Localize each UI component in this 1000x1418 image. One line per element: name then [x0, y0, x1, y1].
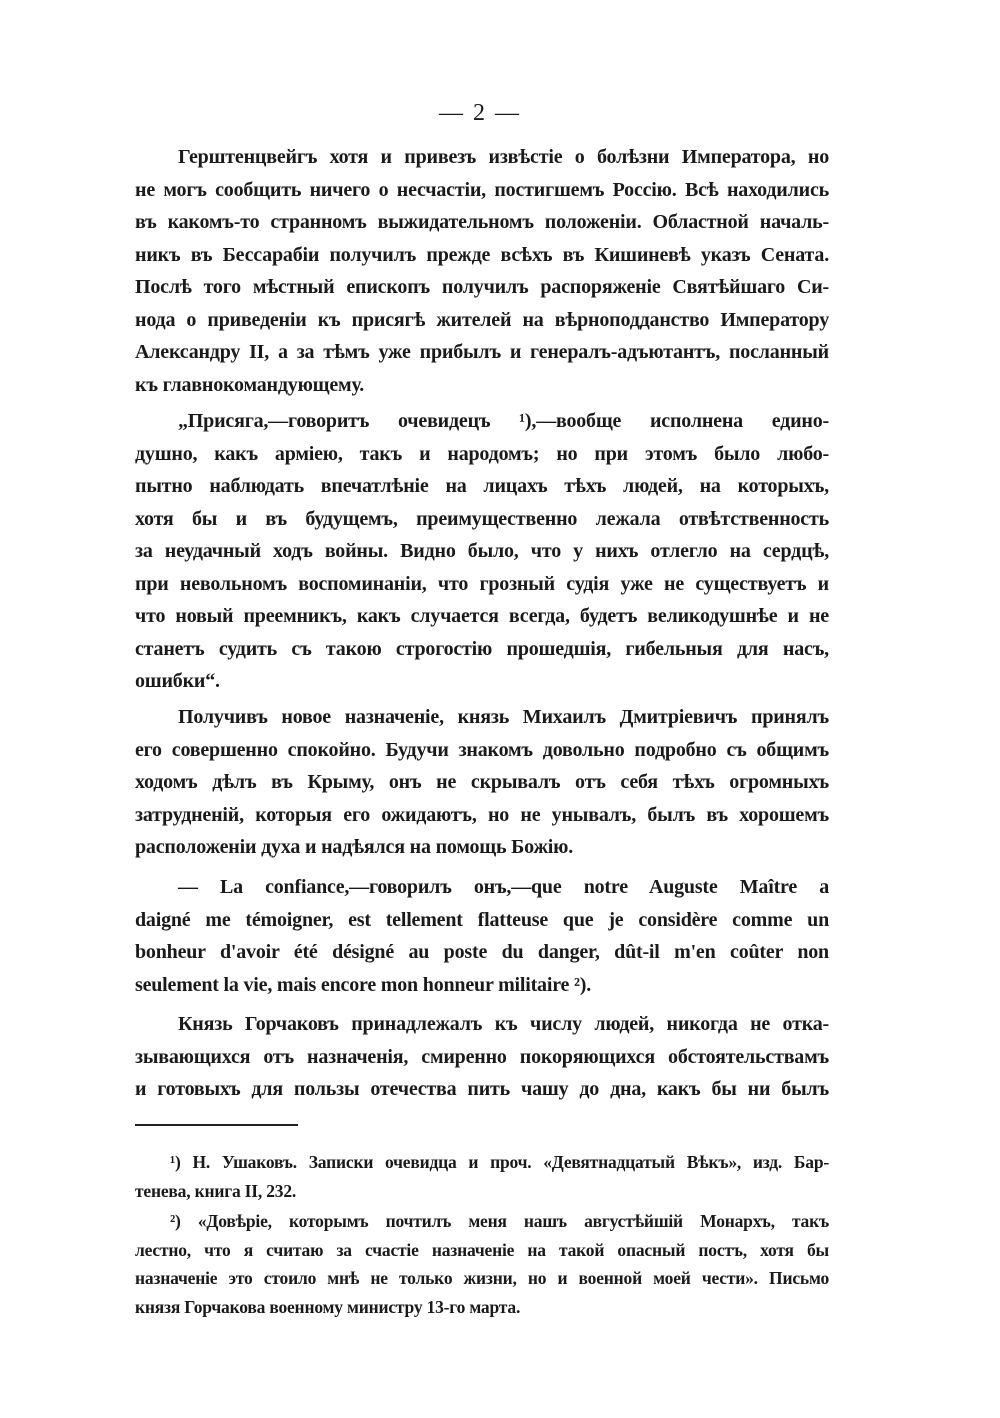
- text-line: Герштенцвейгъ хотя и привезъ извѣстіе о болѣзни Императора, но: [178, 146, 829, 168]
- text-line: bonheur d'avoir été désigné au poste du danger, dût-il m'en coûter non: [135, 941, 829, 963]
- text-line: зывающихся отъ назначенія, смиренно покоряющихся обстоятельствамъ: [135, 1045, 829, 1068]
- text-line: ходомъ дѣлъ въ Крыму, онъ не скрывалъ отъ себя тѣхъ огромныхъ: [135, 771, 829, 793]
- text-line: душно, какъ арміею, такъ и народомъ; но при этомъ было любо-: [135, 442, 829, 465]
- text-line: Послѣ того мѣстный епископъ получилъ распоряженіе Святѣйшаго Си-: [135, 276, 829, 298]
- text-line: нода о приведеніи къ присягѣ жителей на вѣрноподданство Императору: [135, 308, 829, 331]
- text-line: seulement la vie, mais encore mon honneur militaire ²).: [135, 973, 592, 996]
- footnote-line: тенева, книга II, 232.: [135, 1180, 297, 1201]
- footnote-line: ²) «Довѣріе, которымъ почтилъ меня нашъ августѣйшій Монархъ, такъ: [170, 1211, 829, 1231]
- text-line: Александру II, а за тѣмъ уже прибылъ и генералъ-адъютантъ, посланный: [135, 341, 829, 363]
- text-line: „Присяга,—говоритъ очевидецъ ¹),—вообще исполнена едино-: [178, 410, 829, 432]
- text-line: его совершенно спокойно. Будучи знакомъ довольно подробно съ общимъ: [135, 738, 829, 761]
- text-line: daigné me témoigner, est tellement flatteuse que je considère comme un: [135, 908, 829, 931]
- text-line: станетъ судить съ такою строгостію прошедшія, гибельныя для насъ,: [135, 637, 829, 660]
- footnote-line: ¹) Н. Ушаковъ. Записки очевидца и проч. «Девятнадцатый Вѣкъ», изд. Бар-: [170, 1152, 829, 1172]
- text-line: при невольномъ воспоминаніи, что грозный судія уже не существуетъ и: [135, 572, 829, 595]
- text-line: Князь Горчаковъ принадлежалъ къ числу людей, никогда не отка-: [178, 1013, 829, 1035]
- footnote-line: лестно, что я считаю за счастіе назначеніе на такой опасный постъ, хотя бы: [135, 1239, 829, 1260]
- text-line: — La confiance,—говорилъ онъ,—que notre Auguste Maître a: [178, 876, 829, 898]
- text-line: хотя бы и въ будущемъ, преимущественно лежала отвѣтственность: [135, 507, 829, 530]
- text-line: никъ въ Бессарабіи получилъ прежде всѣхъ въ Кишиневѣ указъ Сената.: [135, 243, 829, 266]
- footnote-line: князя Горчакова военному министру 13-го марта.: [135, 1297, 521, 1318]
- text-line: ошибки“.: [135, 670, 220, 692]
- text-line: Получивъ новое назначеніе, князь Михаилъ Дмитріевичъ принялъ: [178, 706, 829, 728]
- text-line: не могъ сообщить ничего о несчастіи, постигшемъ Россію. Всѣ находились: [135, 178, 829, 201]
- text-line: и готовыхъ для пользы отечества пить чашу до дна, какъ бы ни былъ: [135, 1078, 829, 1100]
- text-line: за неудачный ходъ войны. Видно было, что у нихъ отлегло на сердцѣ,: [135, 540, 829, 562]
- text-line: затрудненій, которыя его ожидаютъ, но не унывалъ, былъ въ хорошемъ: [135, 803, 829, 826]
- text-line: въ какомъ-то странномъ выжидательномъ положеніи. Областной началь-: [135, 211, 829, 233]
- text-line: пытно наблюдать впечатлѣніе на лицахъ тѣхъ людей, на которыхъ,: [135, 475, 829, 497]
- text-line: что новый преемникъ, какъ случается всегда, будетъ великодушнѣе и не: [135, 605, 829, 627]
- page-number: — 2 —: [439, 100, 521, 126]
- text-line: расположеніи духа и надѣялся на помощь Божію.: [135, 836, 574, 858]
- footnote-line: назначеніе это стоило мнѣ не только жизни, но и военной моей чести». Письмо: [135, 1268, 829, 1289]
- footnote-separator: [135, 1124, 298, 1126]
- text-line: къ главнокомандующему.: [135, 373, 365, 396]
